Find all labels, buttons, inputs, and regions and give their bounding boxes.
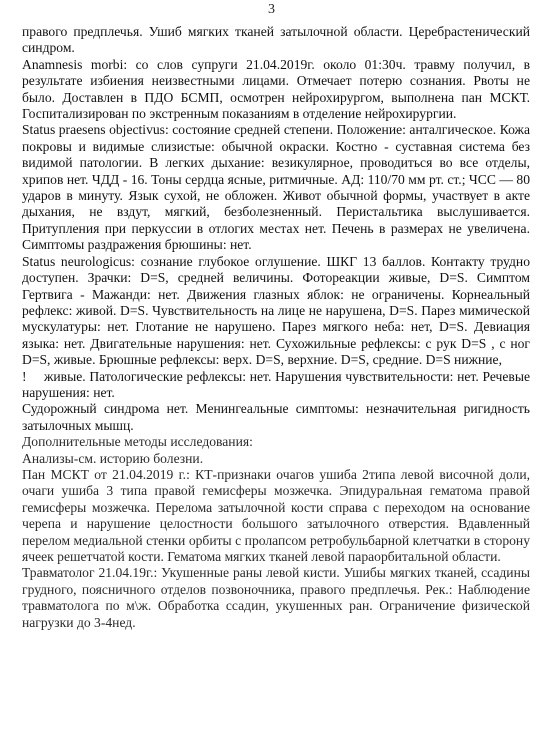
paragraph-analyses: Анализы-см. историю болезни. (22, 450, 204, 466)
paragraph-status-praesens: Status praesens objectivus: состояние средней степени. Положение: анталгическое. Кожа покровы и видимые слизистые: обычной окраски. Костно - суставная система без видимой патологии. В легких дыхание: везикулярное, проводиться во все отделы, хрипов нет. ЧДД - 16. Тоны сердца ясные, ритмичные. АД: 110/70 мм рт. ст.; ЧСС — 80 ударов в минуту. Язык сухой, не обложен. Живот обычной формы, участвует в акте дыхания, не вздут, мягкий, безболезненный. Перистальтика выслушивается. Притупления при перкуссии в отлогих местах нет. Печень в размерах не увеличена. Симптомы раздражения брюшины: нет. (22, 122, 530, 253)
document-body (22, 24, 530, 631)
line-mark: ! (22, 368, 27, 384)
paragraph-reflexes-continuation (22, 369, 530, 402)
paragraph-status-neurologicus: Status neurologicus: сознание глубокое оглушение. ШКГ 13 баллов. Контакту трудно доступен. Зрачки: D=S, средней величины. Фотореакции живые, D=S. Симптом Гертвига - Мажанди: нет. Движения глазных яблок: не ограничены. Корнеальный рефлекс: живой. D=S. Чувствительность на лице не нарушена, D=S. Парез мимической мускулатуры: нет. Глотание не нарушено. Парез мягкого неба: нет, D=S. Девиация языка: нет. Двигательные нарушения: нет. Сухожильные рефлексы: с рук D=S , с ног D=S, живые. Брюшные рефлексы: верх. D=S, верхние. D=S, средние. D=S нижние, (22, 253, 530, 368)
paragraph-meningeal: Судорожный синдрома нет. Менингеальные симптомы: незначительная ригидность затылочных мышц. (22, 401, 530, 433)
paragraph-additional-methods: Дополнительные методы исследования: (22, 434, 253, 450)
paragraph-anamnesis: Anamnesis morbi: со слов супруги 21.04.2019г. около 01:30ч. травму получил, в результате избиения неизвестными лицами. Отмечает потерю сознания. Рвоты не было. Доставлен в ПДО БСМП, осмотрен нейрохирургом, выполнена пан МСКТ. Госпитализирован по экстренным показаниям в отделение нейрохирургии. (22, 56, 530, 122)
page-number: 3 (268, 2, 275, 17)
paragraph-traumatologist: Травматолог 21.04.19г.: Укушенные раны левой кисти. Ушибы мягких тканей, ссадины грудного, поясничного отделов позвоночника, правого предплечья. Рек.: Наблюдение травматолога по м\ж. Обработка ссадин, укушенных ран. Ограничение физической нагрузки до 3-4нед. (22, 565, 530, 630)
paragraph-diagnosis-tail: правого предплечья. Ушиб мягких тканей затылочной области. Церебрастенический синдром. (22, 24, 530, 56)
reflexes-continuation-text: живые. Патологические рефлексы: нет. Нарушения чувствительности: нет. Речевые нарушения: нет. (22, 368, 530, 400)
paragraph-msct: Пан МСКТ от 21.04.2019 г.: КТ-признаки очагов ушиба 2типа левой височной доли, очаги ушиба 3 типа правой гемисферы мозжечка. Эпидуральная гематома правой гемисферы мозжечка. Перелома затылочной кости справа с переходом на основание черепа и нарушение целостности большого затылочного отверстия. Вдавленный перелом медиальной стенки орбиты с пролапсом ретробульбарной клетчатки в сторону ячеек решетчатой кости. Гематома мягких тканей левой параорбитальной области. (22, 466, 530, 564)
